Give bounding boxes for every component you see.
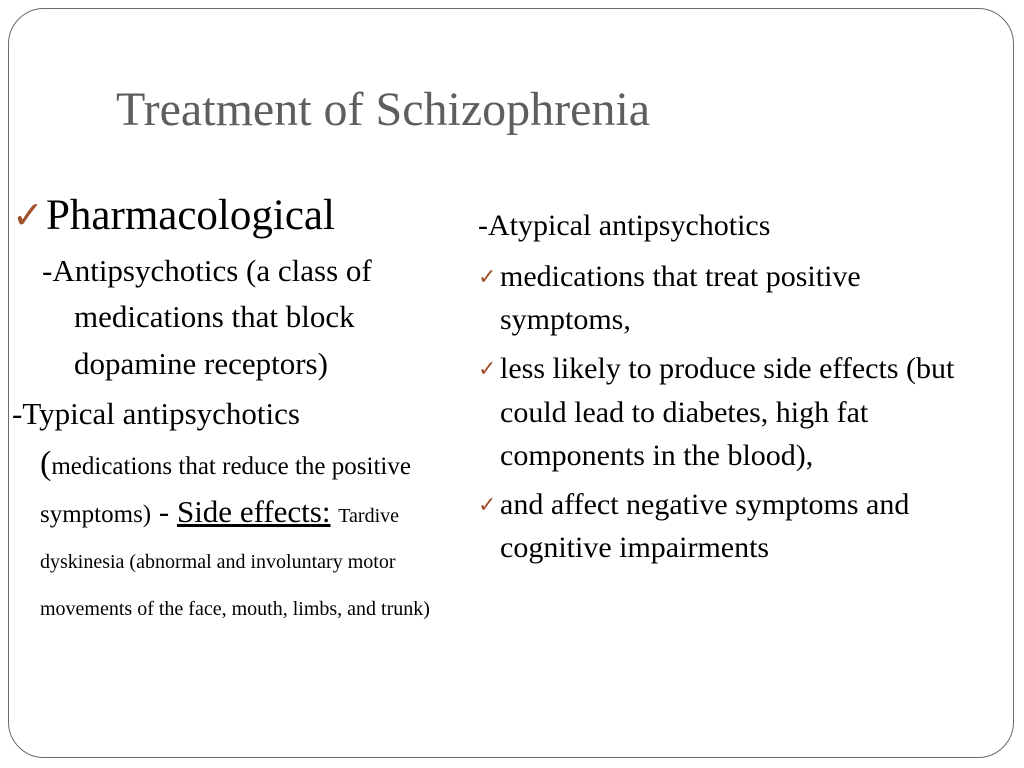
antipsychotics-text: -Antipsychotics (a class of medications that block dopamine receptors) <box>42 252 372 381</box>
typical-open-paren: ( <box>40 444 52 482</box>
check-icon: ✓ <box>478 356 497 382</box>
atypical-bullet-text: medications that treat positive symptoms, <box>500 260 861 337</box>
pharmacological-heading <box>12 190 452 242</box>
right-column <box>478 206 978 575</box>
atypical-bullet <box>478 347 978 477</box>
typical-antipsychotics-block <box>12 391 470 628</box>
check-icon: ✓ <box>478 491 497 517</box>
pharmacological-label: Pharmacological <box>46 192 335 239</box>
atypical-bullet-text: and affect negative symptoms and cognitive impairments <box>500 487 910 565</box>
slide-title: Treatment of Schizophrenia <box>116 83 651 136</box>
tardive-dyskinesia-text: Tardive dyskinesia (abnormal and involuntary motor movements of the face, mouth, limbs, and trunk) <box>40 504 430 620</box>
atypical-antipsychotics-label: -Atypical antipsychotics <box>478 209 771 242</box>
check-icon: ✓ <box>478 264 497 289</box>
typical-description: medications that reduce the positive symptoms) <box>40 452 411 528</box>
atypical-bullet-text: less likely to produce side effects (but could lead to diabetes, high fat components in the blood), <box>500 352 955 472</box>
typical-dash: - <box>151 493 177 529</box>
check-icon: ✓ <box>12 195 44 237</box>
atypical-bullet <box>478 255 978 341</box>
typical-antipsychotics-label: -Typical antipsychotics <box>12 396 300 432</box>
left-column <box>12 190 452 628</box>
atypical-bullet <box>478 483 978 569</box>
side-effects-label: Side effects: <box>176 493 331 529</box>
